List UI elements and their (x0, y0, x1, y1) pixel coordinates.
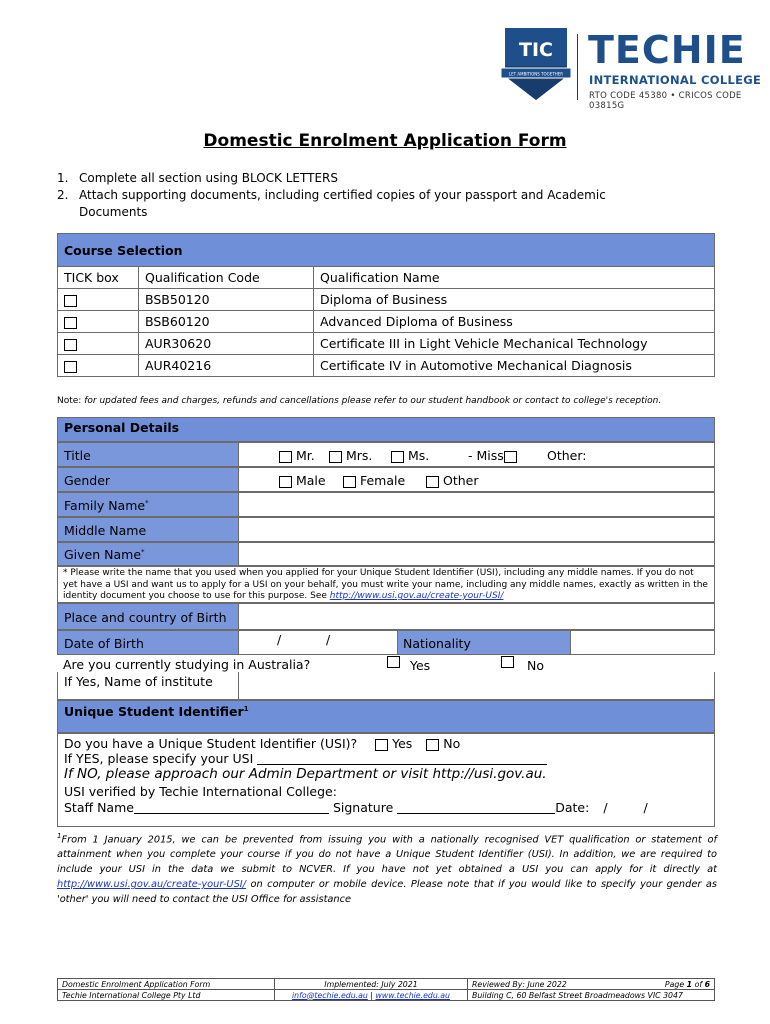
institute-input[interactable] (239, 672, 714, 699)
studying-yes-checkbox[interactable] (387, 656, 400, 668)
college-logo-shield (501, 26, 571, 102)
personal-details-header: Personal Details (57, 417, 715, 442)
gender-other-checkbox[interactable] (426, 476, 439, 488)
footer-reviewed: Reviewed By: June 2022 (468, 979, 617, 990)
usi-verified-label: USI verified by Techie International College: (64, 784, 337, 799)
usi-approach-text: If NO, please approach our Admin Department or visit http://usi.gov.au. (64, 766, 547, 782)
usi-create-link[interactable]: http://www.usi.gov.au/create-your-USI/ (329, 591, 504, 601)
staff-name-input[interactable] (134, 801, 329, 814)
col-tick: TICK box (58, 267, 139, 289)
logo-initials: TIC (519, 39, 553, 61)
middle-name-input[interactable] (239, 518, 714, 541)
usi-body: Do you have a Unique Student Identifier (USI)? Yes No If YES, please specify your USI If NO, please approach our Admin Department or visit http://usi.gov.au. USI verified by Techie International College: Staff Name Signature Date: / / (57, 733, 715, 827)
title-mrs-checkbox[interactable] (329, 451, 342, 463)
middle-name-row: Middle Name (57, 517, 715, 542)
brand-name: TECHIE (588, 28, 746, 72)
course-selection-table (57, 233, 715, 377)
course-row (58, 311, 715, 333)
brand-codes: RTO CODE 45380 • CRICOS CODE 03815G (589, 91, 742, 111)
course-code: BSB60120 (139, 311, 314, 333)
family-name-row: Family Name* (57, 492, 715, 517)
title-ms-checkbox[interactable] (391, 451, 404, 463)
usi-no-checkbox[interactable] (426, 739, 439, 751)
footer-email-link[interactable]: info@techie.edu.au (292, 990, 368, 1000)
footnote-usi-link[interactable]: http://www.usi.gov.au/create-your-USI/ (57, 879, 246, 891)
given-name-row: Given Name* (57, 542, 715, 566)
place-birth-row: Place and country of Birth (57, 603, 715, 630)
course-row (58, 355, 715, 377)
logo-divider (577, 34, 578, 100)
usi-number-input[interactable] (257, 752, 547, 765)
signature-input[interactable] (397, 801, 555, 814)
page-title: Domestic Enrolment Application Form (203, 131, 567, 151)
fees-note: Note: for updated fees and charges, refunds and cancellations please refer to our student handbook or contact to college's reception. (57, 396, 662, 406)
course-row (58, 333, 715, 355)
page-footer (57, 978, 715, 1001)
footer-implemented: Implemented: July 2021 (275, 979, 468, 990)
usi-name-note: * Please write the name that you used when you applied for your Unique Student Identifier (USI), including any middle names. If you do not yet have a USI and want us to apply for a USI on your behalf, you must write your name, including any middle names, exactly as written in the identity document you choose to use for this purpose. See http://www.usi.gov.au/create-your-USI/ (57, 566, 715, 603)
title-miss-checkbox[interactable] (504, 451, 517, 463)
studying-row: Are you currently studying in Australia? Yes No (63, 657, 544, 673)
course-name: Certificate III in Light Vehicle Mechanical Technology (314, 333, 715, 355)
title-other: Other: (547, 448, 587, 463)
dob-input[interactable] (239, 631, 397, 654)
footer-company: Techie International College Pty Ltd (58, 990, 275, 1001)
footer-address: Building C, 60 Belfast Street Broadmeadows VIC 3047 (468, 990, 715, 1001)
footer-page-number: Page 1 of 6 (616, 979, 715, 990)
course-checkbox[interactable] (64, 295, 77, 307)
instruction-2: 2. Attach supporting documents, including certified copies of your passport and Academic (57, 188, 606, 202)
course-checkbox[interactable] (64, 339, 77, 351)
course-checkbox[interactable] (64, 361, 77, 373)
course-checkbox[interactable] (64, 317, 77, 329)
title-row: Title Mr. Mrs. Ms. - Miss Other: (57, 442, 715, 467)
nationality-input[interactable] (571, 631, 714, 654)
place-birth-input[interactable] (239, 604, 714, 629)
usi-footnote: $^1$From 1 January 2015, we can be prevented from issuing you with a nationally recognised VET qualification or statement of attainment when you complete your course if you do not have a Unique Student Identifier (USI). In addition, we are required to include your USI in the data we submit to NCVER. If you have not yet obtained a USI you can apply for it directly at http://www.usi.gov.au/create-your-USI/ on computer or mobile device. Please note that if you would like to specify your gender as 'other' you will need to contact the USI Office for assistance (57, 832, 717, 906)
instruction-1: 1. Complete all section using BLOCK LETTERS (57, 171, 338, 185)
logo-ribbon: LET AMBITIONS TOGETHER (508, 71, 564, 77)
course-name: Certificate IV in Automotive Mechanical Diagnosis (314, 355, 715, 377)
course-code: AUR30620 (139, 333, 314, 355)
gender-female-checkbox[interactable] (343, 476, 356, 488)
course-name: Advanced Diploma of Business (314, 311, 715, 333)
title-mr-checkbox[interactable] (279, 451, 292, 463)
brand-college: INTERNATIONAL COLLEGE (589, 73, 762, 87)
nationality-label: Nationality (403, 636, 471, 651)
gender-male-checkbox[interactable] (279, 476, 292, 488)
usi-yes-checkbox[interactable] (375, 739, 388, 751)
instruction-2-cont: Documents (79, 205, 148, 219)
studying-no-checkbox[interactable] (501, 656, 514, 668)
given-name-input[interactable] (239, 543, 714, 565)
footer-contact: info@techie.edu.au | www.techie.edu.au (275, 990, 468, 1001)
usi-header: Unique Student Identifier$^1$ (57, 700, 715, 733)
gender-row: Gender Male Female Other (57, 467, 715, 492)
footer-website-link[interactable]: www.techie.edu.au (375, 990, 450, 1000)
course-selection-header: Course Selection (58, 234, 715, 267)
course-row (58, 289, 715, 311)
footer-form-name: Domestic Enrolment Application Form (58, 979, 275, 990)
institute-row: If Yes, Name of institute (57, 672, 715, 700)
course-code: BSB50120 (139, 289, 314, 311)
dob-row: Date of Birth / / Nationality (57, 630, 715, 655)
col-code: Qualification Code (139, 267, 314, 289)
family-name-input[interactable] (239, 493, 714, 516)
col-name: Qualification Name (314, 267, 715, 289)
course-code: AUR40216 (139, 355, 314, 377)
course-name: Diploma of Business (314, 289, 715, 311)
